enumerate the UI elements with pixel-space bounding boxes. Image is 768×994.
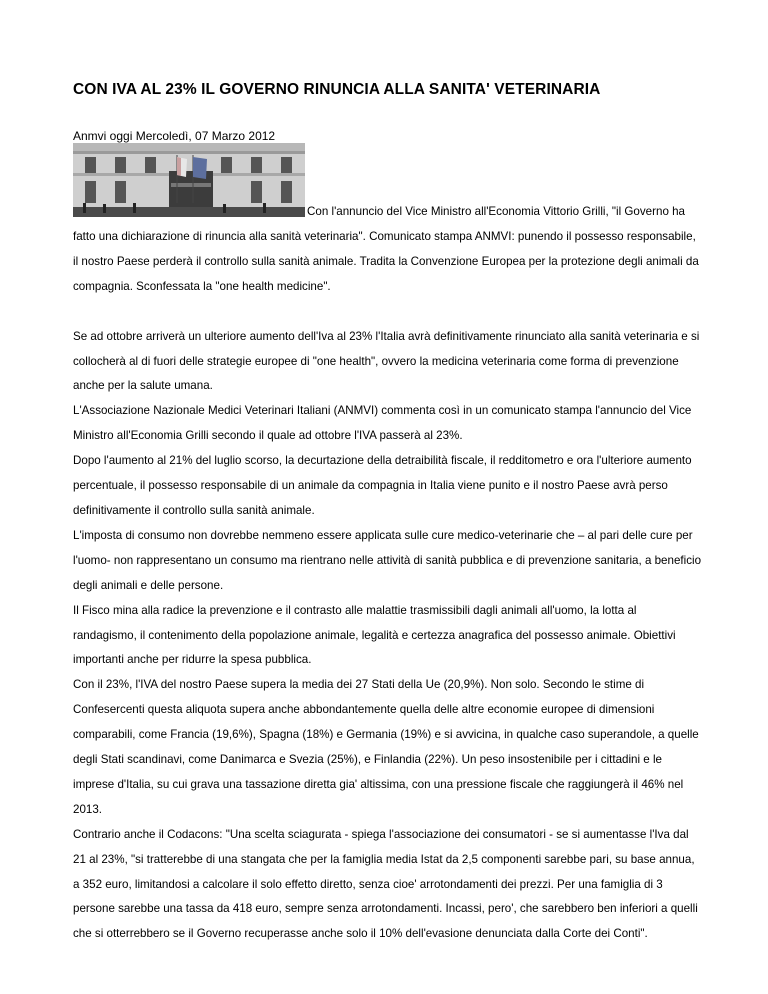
article-paragraph: Il Fisco mina alla radice la prevenzione e il contrasto alle malattie trasmissibili dagli animali all'uomo, la lotta al randagismo, il contenimento della popolazione animale, legalità e certezza anagrafica del possesso animale. Obiettivi importanti anche per ridurre la spesa pubblica. <box>73 603 676 667</box>
article-paragraph: L'imposta di consumo non dovrebbe nemmeno essere applicata sulle cure medico-veterinarie che – al pari delle cure per l'uomo- non rappresentano un consumo ma rientrano nelle attività di sanità pubblica e di prevenzione sanitaria, a beneficio degli animali e delle persone. <box>73 528 702 592</box>
article-lead-first-line: Con l'annuncio del Vice Ministro all'Economia Vittorio Grilli, "il Governo ha <box>307 205 686 218</box>
article-body <box>73 200 701 947</box>
article-paragraph: Con il 23%, l'IVA del nostro Paese supera la media dei 27 Stati della Ue (20,9%). Non solo. Secondo le stime di Confesercenti questa aliquota supera anche abbondantemente quella delle altre economie europee di dimensioni comparabili, come Francia (19,6%), Spagna (18%) e Germania (19%) e si avvicina, in qualche caso superandole, a quelle degli Stati scandinavi, come Danimarca e Svezia (25%), e Finlandia (22%). Un peso insostenibile per i cittadini e le imprese d'Italia, su cui grava una tassazione diretta gia' altissima, con una pressione fiscale che raggiungerà il 46% nel 2013. <box>73 678 699 816</box>
article-paragraph: Se ad ottobre arriverà un ulteriore aumento dell'Iva al 23% l'Italia avrà definitivamente rinunciato alla sanità veterinaria e si collocherà al di fuori delle strategie europee di "one health", ovvero la medicina veterinaria come forma di prevenzione anche per la salute umana. <box>73 329 700 393</box>
article-byline: Anmvi oggi Mercoledì, 07 Marzo 2012 <box>73 129 276 143</box>
article-title: CON IVA AL 23% IL GOVERNO RINUNCIA ALLA SANITA' VETERINARIA <box>73 81 601 98</box>
article-paragraph: Dopo l'aumento al 21% del luglio scorso, la decurtazione della detraibilità fiscale, il redditometro e ora l'ulteriore aumento percentuale, il possesso responsabile di un animale da compagnia in Italia viene punito e il nostro Paese avrà perso definitivamente il controllo sulla sanità animale. <box>73 454 692 517</box>
article-lead: fatto una dichiarazione di rinuncia alla sanità veterinaria". Comunicato stampa ANMVI: punendo il possesso responsabile, il nostro Paese perderà il controllo sulla sanità animale. Tradita la Convenzione Europea per la protezione degli animali da compagnia. Sconfessata la "one health medicine". <box>73 229 699 293</box>
article-paragraph: L'Associazione Nazionale Medici Veterinari Italiani (ANMVI) commenta così in un comunicato stampa l'annuncio del Vice Ministro all'Economia Grilli secondo il quale ad ottobre l'IVA passerà al 23%. <box>73 404 692 443</box>
article-paragraph: Contrario anche il Codacons: "Una scelta sciagurata - spiega l'associazione dei consumatori - se si aumentasse l'Iva dal 21 al 23%, "si tratterebbe di una stangata che per la famiglia media Istat da 2,5 componenti sarebbe pari, su base annua, a 352 euro, limitandosi a calcolare il solo effetto diretto, senza cioe' arrotondamenti dei prezzi. Per una famiglia di 3 persone sarebbe una tassa da 418 euro, sempre senza arrotondamenti. Incassi, pero', che sarebbero ben inferiori a quelli che si otterrebbero se il Governo recuperasse anche solo il 10% dell'evasione denunciata dalla Corte dei Conti". <box>73 827 698 941</box>
